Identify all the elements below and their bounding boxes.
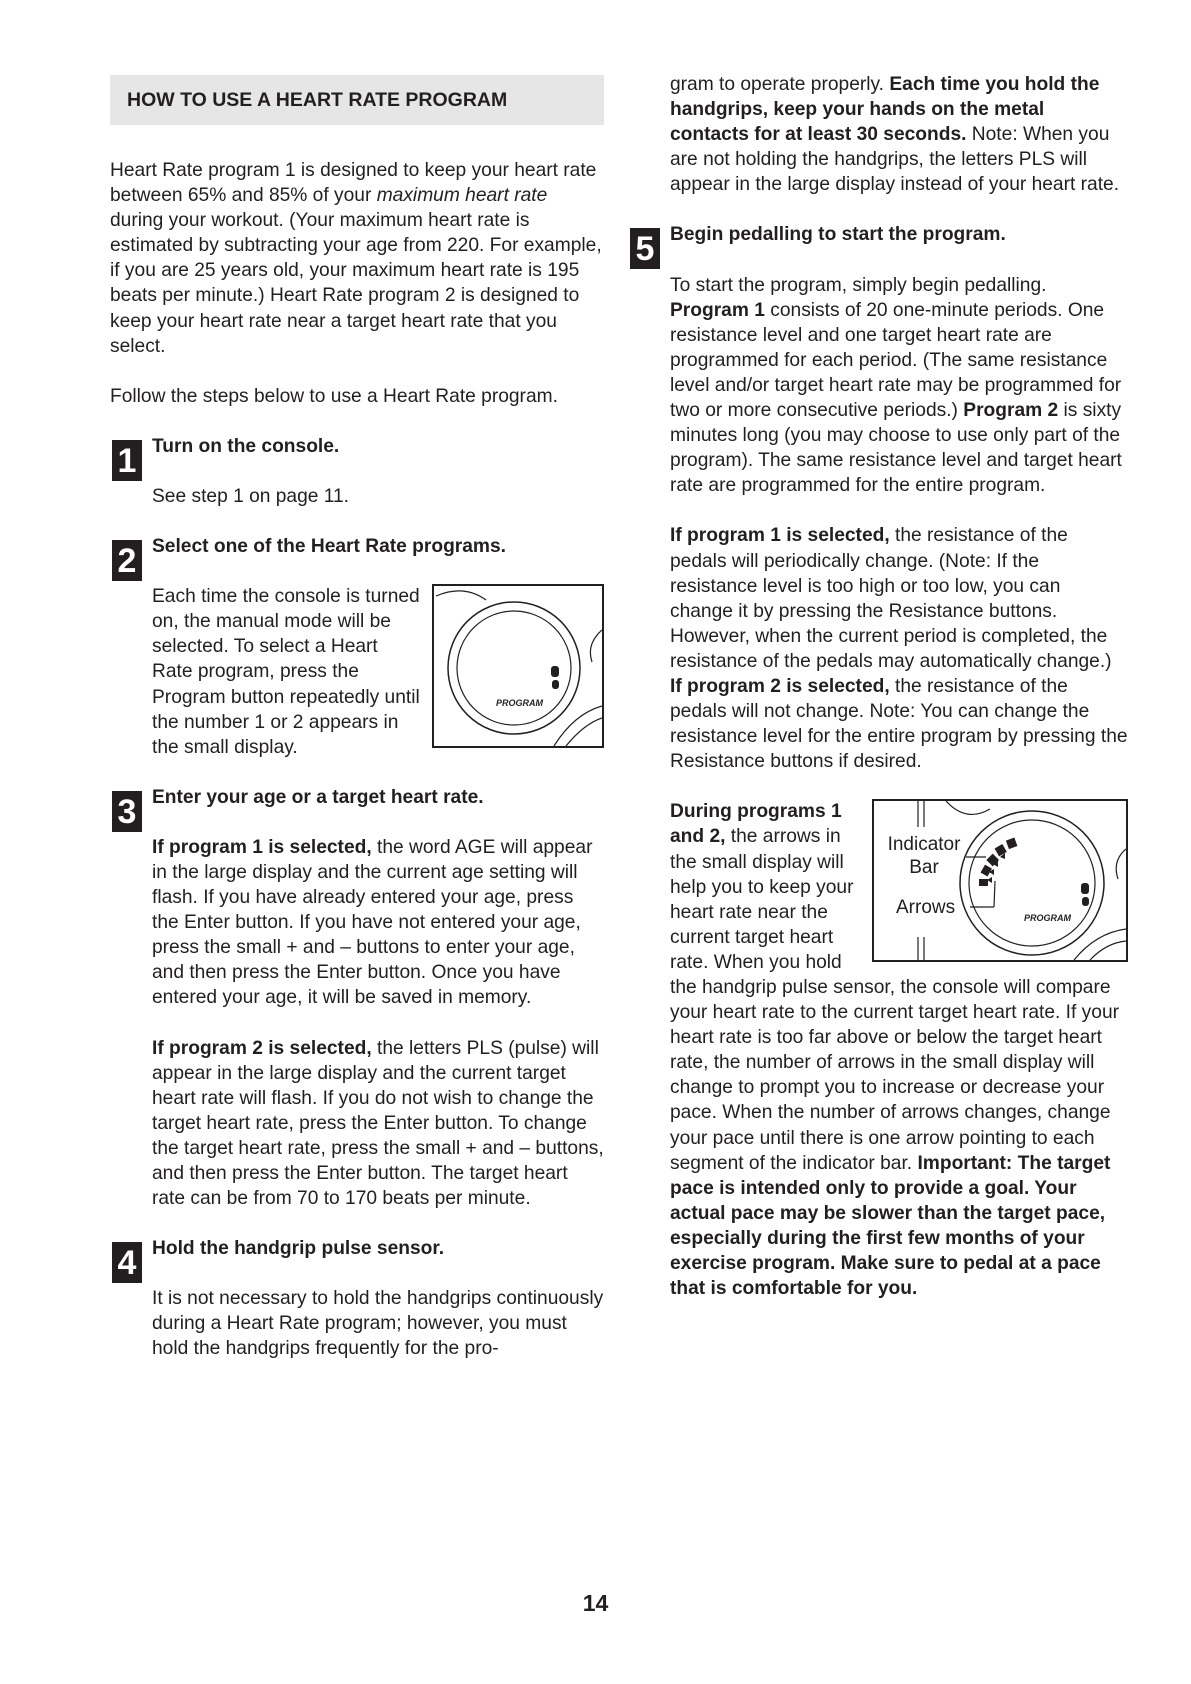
step-body-bold: If program 1 is selected, <box>670 525 890 547</box>
indicator-bar-figure <box>872 799 1128 962</box>
right-column <box>635 72 1128 1301</box>
step-body <box>152 835 604 1011</box>
step-body-text: is sixty minutes long (you may choose to use only part of the program). The same resistance level and target heart rate are programmed for the entire program. <box>670 400 1122 497</box>
intro-paragraph <box>110 158 604 359</box>
step-body <box>152 1036 604 1212</box>
step-number-badge: 2 <box>112 540 142 581</box>
step-body-bold: During programs 1 and 2, <box>670 801 842 848</box>
step-body <box>670 273 1128 499</box>
step-body: It is not necessary to hold the handgrips continuously during a Heart Rate program; however, you must hold the handgrips frequently for the pro- <box>152 1288 604 1360</box>
step-body-text: the resistance of the pedals will periodically change. (Note: If the resistance level is too high or too low, you can change it by pressing the Resistance buttons. However, when the current period is completed, the resistance of the pedals may automatically change.) <box>670 525 1112 672</box>
step-body-text: the letters PLS (pulse) will appear in the large display and the current target heart rate will flash. If you do not wish to change the target heart rate, press the Enter button. To change the target heart rate, press the small + and – buttons, and then press the Enter button. The target heart rate can be from 70 to 170 beats per minute. <box>152 1037 604 1210</box>
left-column <box>110 75 604 1362</box>
step-body-bold: If program 1 is selected, <box>152 836 372 858</box>
step-1 <box>110 434 604 509</box>
step-body-bold: Program 1 <box>670 299 765 321</box>
step-title: Select one of the Heart Rate programs. <box>152 536 506 558</box>
indicator-bar-label <box>884 833 964 879</box>
program-label: PROGRAM <box>1024 913 1071 924</box>
step-body-text: gram to operate properly. <box>670 74 890 95</box>
step-number-badge: 1 <box>112 440 142 481</box>
step-body-bold: Important: The target pace is intended only to provide a goal. Your actual pace may be slower than the target pace, especially during the first few months of your exercise program. Make sure to pedal at a pace that is comfortable for you. <box>670 1152 1111 1300</box>
intro-text: Heart Rate program 1 is designed to keep your heart rate between 65% and 85% of your <box>110 160 597 207</box>
arrows-label: Arrows <box>896 897 956 919</box>
step-5 <box>628 222 1128 1301</box>
step-body-bold: If program 2 is selected, <box>670 675 890 697</box>
intro-text-cont: during your workout. (Your maximum heart rate is estimated by subtracting your age from 220. For example, if you are 25 years old, your maximum heart rate is 195 beats per minute.) Heart Rate program 2 is designed to keep your heart rate near a target heart rate that you select. <box>110 210 602 357</box>
step-title: Begin pedalling to start the program. <box>670 224 1006 246</box>
step-body-bold: Program 2 <box>963 400 1059 422</box>
step-body-text: the resistance of the pedals will not change. Note: You can change the resistance level for the entire program by pressing the Resistance buttons if desired. <box>670 675 1128 773</box>
intro-emphasis: maximum heart rate <box>376 185 548 207</box>
step-4-continued <box>670 72 1128 197</box>
step-body-text: To start the program, simply begin pedalling. <box>670 274 1047 296</box>
step-body-text: the word AGE will appear in the large display and the current age setting will flash. If you have already entered your age, press the Enter button. If you have not entered your age, press the small + and – buttons to enter your age, and then press the Enter button. Once you have entered your age, it will be saved in memory. <box>152 836 593 1009</box>
step-title: Hold the handgrip pulse sensor. <box>152 1238 445 1260</box>
step-4 <box>110 1236 604 1361</box>
indicator-label-line2: Bar <box>909 857 939 879</box>
step-body-bold: Each time you hold the handgrips, keep your hands on the metal contacts for at least 30 seconds. <box>670 74 1100 146</box>
step-title: Turn on the console. <box>152 435 340 457</box>
indicator-display-illustration <box>874 801 1126 960</box>
step-body-bold: If program 2 is selected, <box>152 1037 372 1059</box>
step-number-badge: 4 <box>112 1242 142 1283</box>
console-display-illustration <box>434 586 602 746</box>
console-program-figure <box>432 584 604 748</box>
section-title: HOW TO USE A HEART RATE PROGRAM <box>110 75 604 125</box>
indicator-label-line1: Indicator <box>887 834 961 856</box>
step-body-text: the arrows in the small display will help you to keep your heart rate near the current target heart rate. When you hold the handgrip pulse sensor, the console will compare your heart rate to the current target heart rate. If your heart rate is too far above or below the target heart rate, the number of arrows in the small display will change to prompt you to increase or decrease your pace. When the number of arrows changes, change your pace until there is one arrow pointing to each segment of the indicator bar. <box>670 826 1120 1174</box>
page-number: 14 <box>582 1590 609 1616</box>
step-body-text: consists of 20 one-minute periods. One resistance level and one target heart rate are programmed for each period. (The same resistance level and/or target heart rate may be programmed for two or more consecutive periods.) <box>670 299 1122 422</box>
program-label: PROGRAM <box>496 698 543 709</box>
step-3 <box>110 785 604 1211</box>
step-title: Enter your age or a target heart rate. <box>152 786 484 808</box>
step-body <box>670 523 1128 774</box>
step-number-badge: 3 <box>112 791 142 832</box>
step-body: Each time the console is turned on, the manual mode will be selected. To select a Heart Rate program, press the Program button repeatedly until the number 1 or 2 appears in the small display. <box>152 586 420 758</box>
step-body-text: Note: When you are not holding the handgrips, the letters PLS will appear in the large display instead of your heart rate. <box>670 124 1120 196</box>
intro-follow: Follow the steps below to use a Heart Rate program. <box>110 385 558 407</box>
step-2 <box>110 534 604 760</box>
step-number-badge: 5 <box>630 228 660 269</box>
step-body: See step 1 on page 11. <box>152 485 350 507</box>
